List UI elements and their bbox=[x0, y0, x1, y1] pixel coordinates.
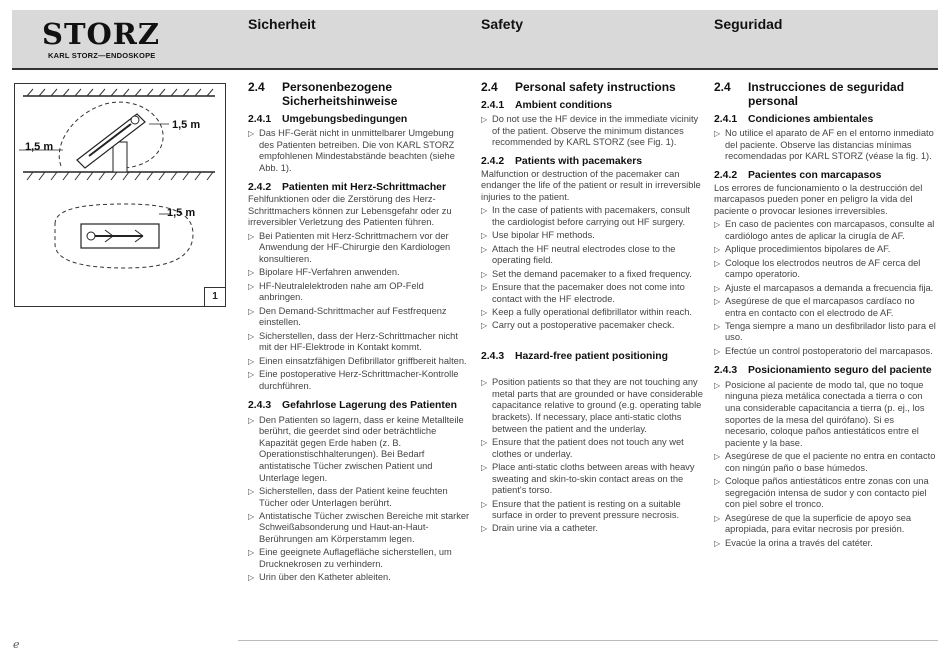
section-2-4-2: 2.4.2 Patients with pacemakers bbox=[481, 156, 643, 168]
list-item: ▷ Coloque los electrodos neutros de AF cerca del campo operatorio. bbox=[714, 257, 921, 280]
list-item: ▷ Evacúe la orina a través del catéter. bbox=[714, 537, 873, 548]
list-item: ▷ Ensure that the pacemaker does not come into contact with the HF electrode. bbox=[481, 281, 685, 304]
list-item: ▷ Attach the HF neutral electrodes close to the operating field. bbox=[481, 243, 676, 266]
list-item: ▷ Set the demand pacemaker to a fixed frequency. bbox=[481, 268, 692, 279]
list-item: ▷ Asegúrese de que el paciente no entra en contacto con ningún paño o base húmedos. bbox=[714, 451, 936, 473]
section-2-4-3: 2.4.3 Gefahrlose Lagerung des Patienten bbox=[248, 400, 457, 412]
list-item: ▷ Sicherstellen, dass der Herz-Schrittmacher nicht mit der HF-Elektrode in Kontakt kommt. bbox=[248, 330, 458, 353]
list-item: ▷ Use bipolar HF methods. bbox=[481, 230, 595, 241]
list-item: ▷ Das HF-Gerät nicht in unmittelbarer Umgebung des Patienten betreiben. Die von KARL STORZ empfohlenen Mindestabstände beachten (siehe Abb. 1). bbox=[248, 128, 455, 174]
section-2-4-3: 2.4.3 Hazard-free patient positioning bbox=[481, 350, 668, 362]
section-intro: Los errores de funcionamiento o la destrucción del marcapasos pueden poner en peligro la vida del paciente o provocar lesiones irreversibles. bbox=[714, 182, 923, 216]
section-2-4: 2.4 Instrucciones de seguridad personal bbox=[714, 80, 905, 108]
list-item: ▷ Den Demand-Schrittmacher auf Festfrequenz einstellen. bbox=[248, 305, 447, 328]
section-intro: Malfunction or destruction of the pacemaker can endanger the life of the patient or result in irreversible injuries to the patient. bbox=[481, 168, 701, 202]
list-item: ▷ Do not use the HF device in the immediate vicinity of the patient. Observe the minimum distances recommended by KARL STORZ (see Fig. 1). bbox=[481, 114, 699, 148]
logo-subtitle: KARL STORZ—ENDOSKOPE bbox=[48, 51, 156, 60]
section-2-4-3: 2.4.3 Posicionamiento seguro del paciente bbox=[714, 365, 932, 377]
list-item: ▷ No utilice el aparato de AF en el entorno inmediato del paciente. Observe las distancias mínimas recomendadas por KARL STORZ (véase la fig. 1). bbox=[714, 128, 934, 162]
section-2-4-1: 2.4.1 Condiciones ambientales bbox=[714, 114, 874, 125]
figure-label-left: 1,5 m bbox=[25, 141, 54, 153]
list-item: ▷ Bei Patienten mit Herz-Schrittmachern vor der Anwendung der HF-Chirurgie den Kardiologen konsultieren. bbox=[248, 230, 451, 264]
column-en bbox=[481, 80, 703, 535]
section-2-4: 2.4 Personenbezogene Sicherheitshinweise bbox=[248, 80, 398, 108]
list-item: ▷ Urin über den Katheter ableiten. bbox=[248, 572, 391, 583]
logo-brand: STORZ bbox=[42, 17, 161, 51]
list-item: ▷ Posicione al paciente de modo tal, que no toque ninguna pieza metálica conectada a tierra o con una considerable capacitancia a tierra (p. ej., los soportes de la mesa del quirófano). Si es necesario, coloque paños antiestáticos entre el paciente y la base. bbox=[714, 379, 925, 448]
list-item: ▷ Ensure that the patient does not touch any wet clothes or underlay. bbox=[481, 436, 684, 459]
list-item: ▷ Eine geeignete Auflagefläche sicherstellen, um Drucknekrosen zu verhindern. bbox=[248, 547, 452, 570]
page-footer-mark: e bbox=[13, 638, 20, 651]
figure-number: 1 bbox=[204, 287, 225, 306]
list-item: ▷ Antistatische Tücher zwischen Bereiche mit starker Schweißabsonderung und Haut-an-Haut-Berührungen am Körperstamm legen. bbox=[248, 510, 470, 545]
list-item: ▷ Asegúrese de que el marcapasos cardíaco no entra en contacto con el electrodo de AF. bbox=[714, 295, 915, 318]
list-item: ▷ Drain urine via a catheter. bbox=[481, 523, 598, 534]
header-en: Safety bbox=[481, 16, 524, 32]
header-de: Sicherheit bbox=[248, 16, 316, 32]
list-item: ▷ Carry out a postoperative pacemaker check. bbox=[481, 320, 675, 331]
list-item: ▷ Coloque paños antiestáticos entre zonas con una segregación intensa de sudor y con contacto piel con piel sobre el tronco. bbox=[714, 476, 929, 510]
list-item: ▷ HF-Neutralelektroden nahe am OP-Feld anbringen. bbox=[248, 280, 424, 303]
list-item: ▷ Einen einsatzfähigen Defibrillator griffbereit halten. bbox=[248, 355, 467, 366]
list-item: ▷ Bipolare HF-Verfahren anwenden. bbox=[248, 267, 400, 278]
list-item: ▷ Ensure that the patient is resting on a suitable surface in order to prevent pressure necrosis. bbox=[481, 498, 681, 521]
distance-diagram bbox=[15, 84, 225, 306]
figure-1 bbox=[14, 83, 226, 307]
list-item: ▷ In the case of patients with pacemakers, consult the cardiologist before carrying out HF surgery. bbox=[481, 205, 690, 227]
section-2-4-1: 2.4.1 Umgebungsbedingungen bbox=[248, 114, 408, 125]
list-item: ▷ Efectúe un control postoperatorio del marcapasos. bbox=[714, 345, 933, 356]
figure-label-bottom: 1,5 m bbox=[167, 207, 196, 219]
column-es bbox=[714, 80, 936, 549]
list-item: ▷ Asegúrese de que la superficie de apoyo sea apropiada, para evitar necrosis por presión. bbox=[714, 512, 912, 535]
list-item: ▷ Tenga siempre a mano un desfibrilador listo para el uso. bbox=[714, 320, 936, 343]
storz-logo bbox=[18, 18, 168, 62]
section-2-4: 2.4 Personal safety instructions bbox=[481, 80, 676, 94]
section-intro: Fehlfunktionen oder die Zerstörung des Herz-Schrittmachers können zur Lebensgefahr oder zu irreversibler Verletzung des Patienten führen. bbox=[248, 194, 452, 228]
list-item: ▷ Ajuste el marcapasos a demanda a frecuencia fija. bbox=[714, 282, 934, 293]
column-de bbox=[248, 80, 470, 584]
list-item: ▷ Place anti-static cloths between areas with heavy sweating and skin-to-skin contact areas on the patient's torso. bbox=[481, 461, 695, 496]
list-item: ▷ Den Patienten so lagern, dass er keine Metallteile berührt, die geerdet sind oder beträchtliche Kapazität gegen Erde haben (z. B. Operationstischhalterungen). Bei Bedarf antistatische Tücher zwischen Patient und Unterlage legen. bbox=[248, 414, 464, 483]
list-item: ▷ Position patients so that they are not touching any metal parts that are grounded or have considerable capacitance relative to ground (e.g. operating table brackets). If necessary, place anti-static cloths between the patient and the underlay. bbox=[481, 377, 703, 434]
footer-rule bbox=[238, 640, 938, 641]
list-item: ▷ Aplique procedimientos bipolares de AF. bbox=[714, 244, 891, 255]
header-es: Seguridad bbox=[714, 16, 783, 32]
figure-label-top: 1,5 m bbox=[172, 119, 201, 131]
header-rule bbox=[12, 68, 938, 70]
list-item: ▷ Sicherstellen, dass der Patient keine feuchten Tücher oder Unterlagen berührt. bbox=[248, 485, 448, 508]
section-2-4-2: 2.4.2 Pacientes con marcapasos bbox=[714, 170, 882, 182]
list-item: ▷ Keep a fully operational defibrillator within reach. bbox=[481, 306, 692, 317]
list-item: ▷ Eine postoperative Herz-Schrittmacher-Kontrolle durchführen. bbox=[248, 369, 459, 391]
section-2-4-2: 2.4.2 Patienten mit Herz-Schrittmacher bbox=[248, 181, 446, 193]
list-item: ▷ En caso de pacientes con marcapasos, consulte al cardiólogo antes de aplicar la cirugía de AF. bbox=[714, 219, 935, 241]
section-2-4-1: 2.4.1 Ambient conditions bbox=[481, 100, 612, 111]
